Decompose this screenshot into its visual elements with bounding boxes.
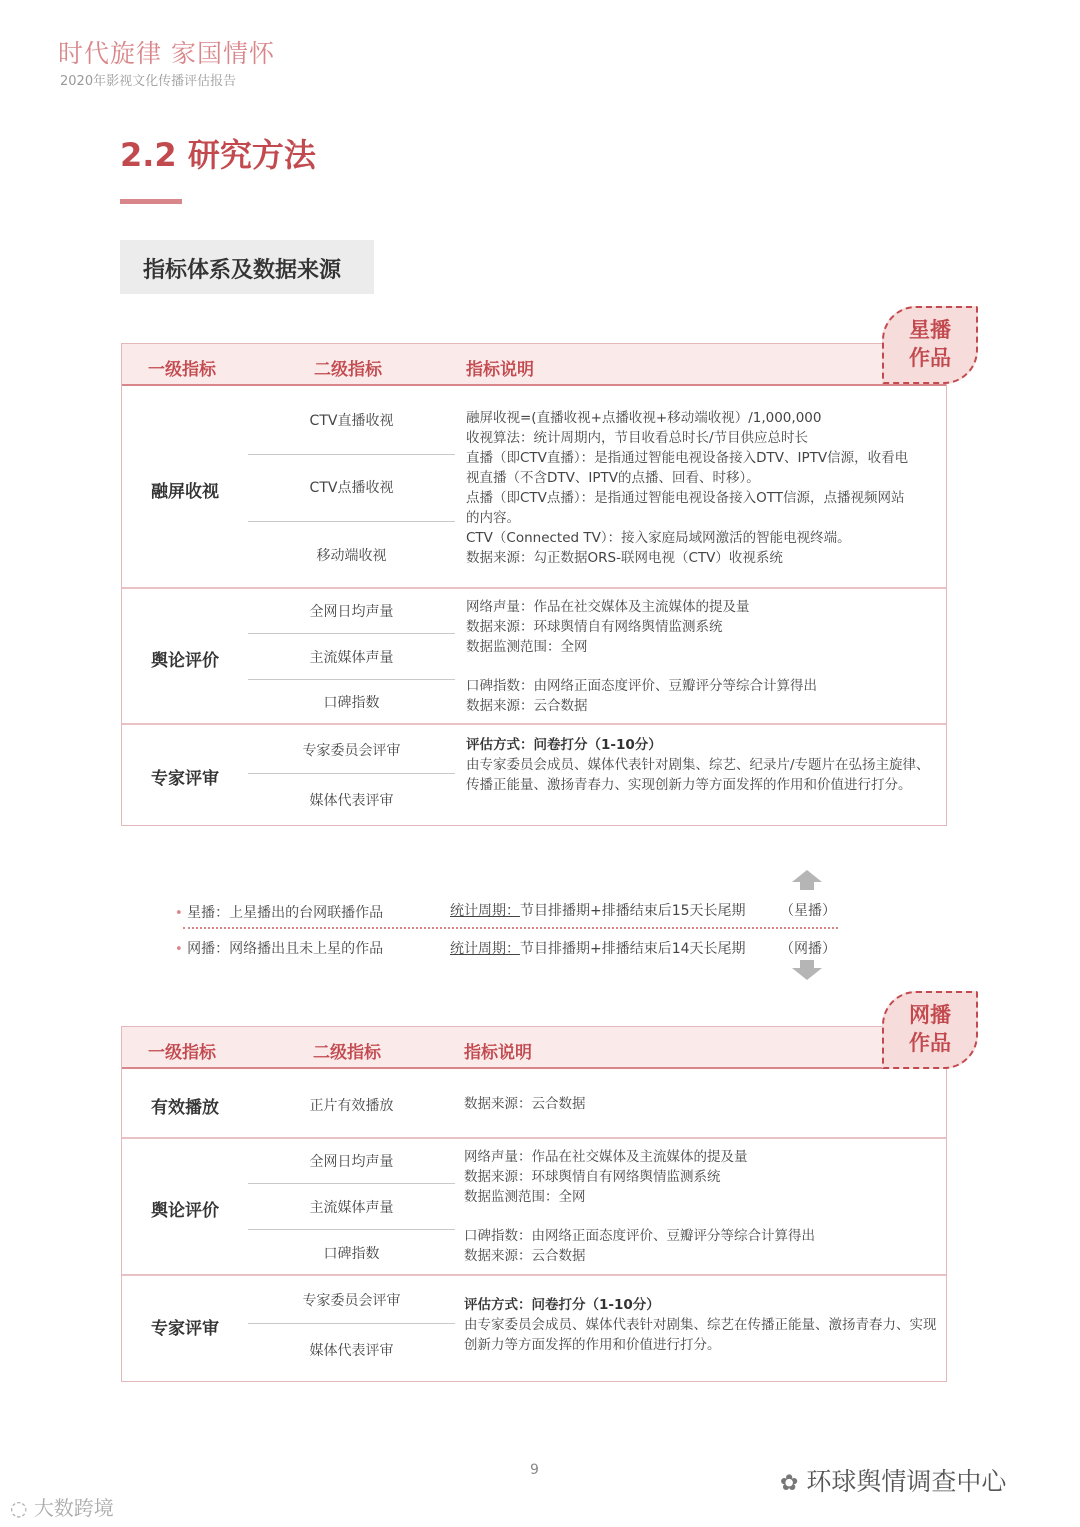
sub-ctv-vod: CTV点播收视	[309, 480, 394, 496]
sub-daily-volume: 全网日均声量	[309, 1154, 394, 1170]
badge-text: 星播	[909, 318, 951, 342]
watermark-left	[10, 1492, 114, 1521]
header-level1: 一级指标	[148, 360, 216, 380]
row-divider	[248, 454, 455, 455]
desc-line: 点播（即CTV点播）：是指通过智能电视设备接入OTT信源，点播视频网站	[466, 490, 905, 506]
desc-line: 数据来源：环球舆情自有网络舆情监测系统	[464, 1169, 721, 1185]
wechat-icon: ✿	[780, 1471, 799, 1496]
sub-valid-play: 正片有效播放	[309, 1098, 394, 1114]
definition-text: 星播：上星播出的台网联播作品	[187, 905, 384, 921]
opinion-description-b	[464, 1226, 940, 1266]
desc-line: 视直播（不含DTV、IPTV的点播、回看、时移）。	[466, 470, 760, 486]
evaluation-method: 评估方式：问卷打分（1-10分）	[464, 1297, 660, 1313]
desc-line: 数据来源：勾正数据ORS-联网电视（CTV）收视系统	[466, 550, 783, 566]
sub-media-volume: 主流媒体声量	[309, 1200, 394, 1216]
section-divider	[122, 1137, 946, 1139]
desc-line: 数据来源：云合数据	[464, 1248, 586, 1264]
star-index-table	[121, 343, 947, 826]
row-divider	[248, 633, 455, 634]
category-valid-play: 有效播放	[151, 1098, 219, 1118]
dotted-divider	[183, 927, 838, 929]
section-divider	[122, 587, 946, 589]
table-header	[122, 344, 946, 386]
bullet-icon: •	[175, 906, 183, 921]
sub-reputation: 口碑指数	[323, 1246, 380, 1262]
row-divider	[248, 679, 455, 680]
section-title: 2.2 研究方法	[120, 136, 316, 174]
period-label: 统计周期：	[450, 903, 520, 919]
star-period	[450, 900, 746, 920]
opinion-description-a	[464, 1147, 940, 1207]
period-text: 节目排播期+排播结束后14天长尾期	[520, 941, 746, 957]
desc-line: 融屏收视=(直播收视+点播收视+移动端收视）/1,000,000	[466, 410, 822, 426]
category-opinion: 舆论评价	[151, 1201, 219, 1221]
row-divider	[248, 773, 455, 774]
row-divider	[248, 1183, 455, 1184]
net-index-table	[121, 1026, 947, 1382]
desc-line: 口碑指数：由网络正面态度评价、豆瓣评分等综合计算得出	[466, 678, 817, 694]
sub-ctv-live: CTV直播收视	[309, 413, 394, 429]
chat-bubble-icon: ◌	[10, 1496, 28, 1520]
desc-line: 网络声量：作品在社交媒体及主流媒体的提及量	[466, 599, 750, 615]
net-definition	[175, 938, 383, 958]
badge-text: 网播	[909, 1003, 951, 1027]
sub-media-volume: 主流媒体声量	[309, 650, 394, 666]
row-divider	[248, 1323, 455, 1324]
page-number: 9	[530, 1462, 539, 1478]
arrow-down-icon	[790, 958, 824, 982]
bullet-icon: •	[175, 942, 183, 957]
star-tag: （星播）	[780, 903, 836, 919]
evaluation-method: 评估方式：问卷打分（1-10分）	[466, 737, 662, 753]
desc-line: CTV（Connected TV）：接入家庭局域网激活的智能电视终端。	[466, 530, 851, 546]
net-tag: （网播）	[780, 941, 836, 957]
desc-text: 由专家委员会成员、媒体代表针对剧集、综艺在传播正能量、激扬青春力、实现创新力等方面发挥的作用和价值进行打分。	[464, 1317, 937, 1353]
desc-line: 数据来源：云合数据	[464, 1096, 586, 1112]
desc-line: 数据来源：云合数据	[466, 698, 588, 714]
period-label: 统计周期：	[450, 941, 520, 957]
title-underline	[120, 199, 182, 204]
desc-line: 收视算法：统计周期内，节目收看总时长/节目供应总时长	[466, 430, 809, 446]
play-description	[464, 1094, 940, 1114]
opinion-description-a	[466, 597, 942, 657]
brand-title: 时代旋律 家国情怀	[58, 39, 275, 68]
watermark-text: 环球舆情调查中心	[806, 1467, 1007, 1496]
badge-text: 作品	[909, 1031, 951, 1055]
arrow-up-icon	[790, 868, 824, 892]
watermark-right	[780, 1462, 1006, 1498]
row-divider	[248, 521, 455, 522]
badge-text: 作品	[909, 346, 951, 370]
expert-description	[466, 735, 942, 795]
section-divider	[122, 723, 946, 725]
report-subtitle: 2020年影视文化传播评估报告	[60, 74, 237, 89]
expert-description	[464, 1295, 940, 1355]
category-expert: 专家评审	[151, 1319, 219, 1339]
opinion-description-b	[466, 676, 942, 716]
category-opinion: 舆论评价	[151, 651, 219, 671]
definition-text: 网播：网络播出且未上星的作品	[187, 941, 384, 957]
header-level1: 一级指标	[148, 1043, 216, 1063]
sub-media-rep: 媒体代表评审	[309, 1343, 394, 1359]
sub-media-rep: 媒体代表评审	[309, 793, 394, 809]
header-level2: 二级指标	[314, 360, 382, 380]
subsection-title: 指标体系及数据来源	[143, 258, 342, 283]
desc-line: 口碑指数：由网络正面态度评价、豆瓣评分等综合计算得出	[464, 1228, 815, 1244]
star-definition	[175, 902, 383, 922]
desc-text: 由专家委员会成员、媒体代表针对剧集、综艺、纪录片/专题片在弘扬主旋律、传播正能量、激扬青春力、实现创新力等方面发挥的作用和价值进行打分。	[466, 757, 930, 793]
section-divider	[122, 1274, 946, 1276]
watermark-text: 大数跨境	[33, 1496, 114, 1520]
desc-line: 数据来源：环球舆情自有网络舆情监测系统	[466, 619, 723, 635]
sub-expert-committee: 专家委员会评审	[302, 1293, 401, 1309]
sub-mobile: 移动端收视	[316, 548, 387, 564]
desc-line: 的内容。	[466, 510, 520, 526]
header-level2: 二级指标	[313, 1043, 381, 1063]
sub-expert-committee: 专家委员会评审	[302, 743, 401, 759]
ratings-description	[466, 408, 942, 568]
category-expert: 专家评审	[151, 769, 219, 789]
desc-line: 网络声量：作品在社交媒体及主流媒体的提及量	[464, 1149, 748, 1165]
header-desc: 指标说明	[466, 360, 534, 380]
sub-daily-volume: 全网日均声量	[309, 604, 394, 620]
desc-line: 数据监测范围：全网	[464, 1189, 586, 1205]
desc-line: 直播（即CTV直播）：是指通过智能电视设备接入DTV、IPTV信源，收看电	[466, 450, 909, 466]
category-ratings: 融屏收视	[151, 482, 219, 502]
desc-line: 数据监测范围：全网	[466, 639, 588, 655]
net-period	[450, 938, 746, 958]
sub-reputation: 口碑指数	[323, 695, 380, 711]
table-header	[122, 1027, 946, 1069]
header-desc: 指标说明	[464, 1043, 532, 1063]
row-divider	[248, 1229, 455, 1230]
period-text: 节目排播期+排播结束后15天长尾期	[520, 903, 746, 919]
